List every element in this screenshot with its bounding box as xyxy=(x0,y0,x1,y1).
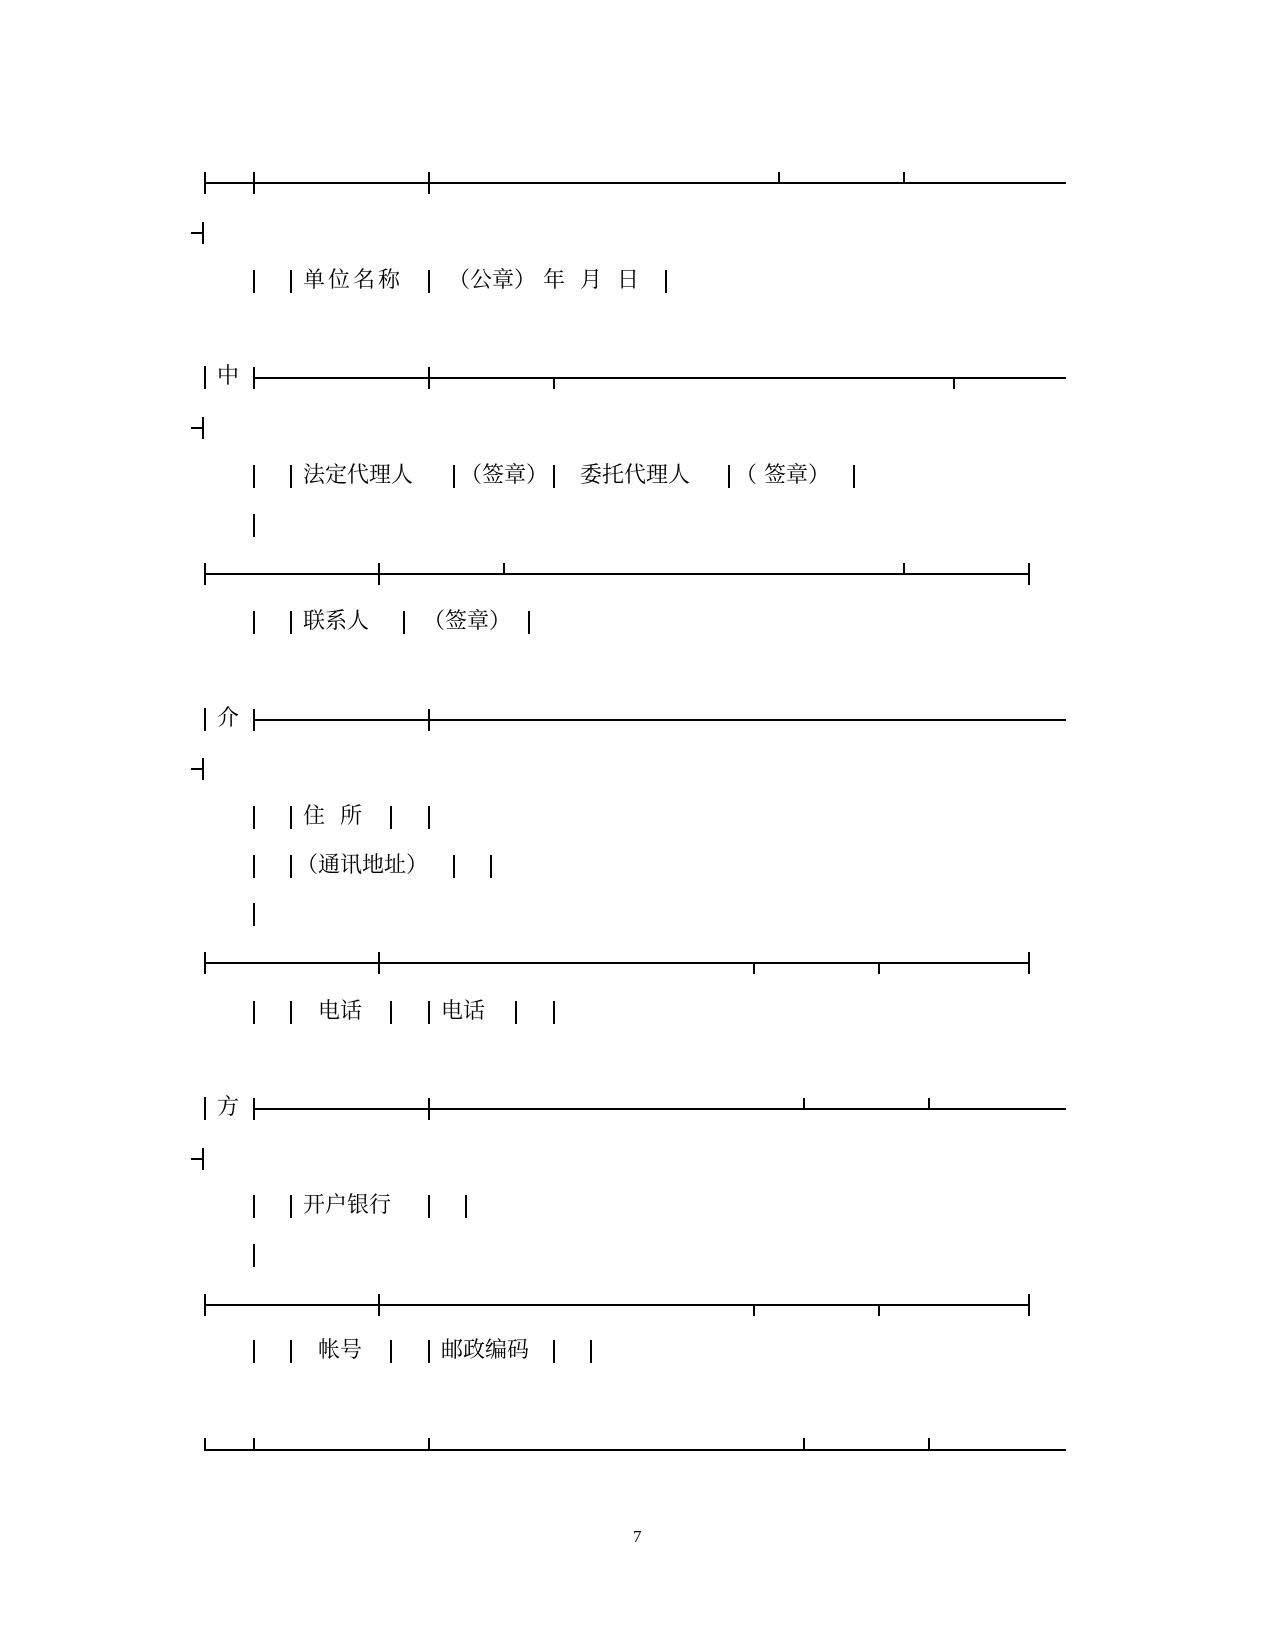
tick xyxy=(928,1438,930,1450)
column-bar xyxy=(553,1001,555,1024)
tick xyxy=(428,1438,430,1450)
column-bar xyxy=(253,270,255,293)
tick xyxy=(378,1294,380,1316)
column-bar xyxy=(490,855,492,878)
edge-stub xyxy=(202,1148,204,1170)
column-bar xyxy=(665,270,667,293)
authorized-agent-label: 委托代理人 xyxy=(580,463,691,488)
column-bar xyxy=(453,465,455,488)
column-bar xyxy=(204,708,206,731)
tick xyxy=(903,563,905,574)
column-bar xyxy=(204,366,206,389)
tick xyxy=(253,172,255,194)
column-bar xyxy=(253,1001,255,1024)
tick xyxy=(1028,1294,1030,1316)
column-bar xyxy=(528,611,530,634)
tick xyxy=(503,563,505,574)
mailing-address-label: （通讯地址） xyxy=(296,853,429,878)
column-bar xyxy=(590,1340,592,1363)
tick xyxy=(253,1098,255,1120)
column-bar xyxy=(553,465,555,488)
tick xyxy=(204,952,206,974)
column-bar xyxy=(390,1001,392,1024)
legal-rep-signature-label: （签章） xyxy=(460,463,549,488)
legal-representative-label: 法定代理人 xyxy=(303,463,414,488)
tick xyxy=(878,963,880,974)
tick xyxy=(953,378,955,389)
column-bar xyxy=(453,855,455,878)
tick xyxy=(428,1098,430,1120)
column-bar xyxy=(728,465,730,488)
table-rule-7 xyxy=(204,1304,1029,1306)
contact-person-label: 联系人 xyxy=(303,609,370,634)
official-seal-label: （公章） xyxy=(448,268,537,293)
edge-stub xyxy=(202,222,204,244)
column-bar xyxy=(290,1340,292,1363)
column-bar xyxy=(253,903,255,926)
column-bar xyxy=(290,465,292,488)
column-bar xyxy=(290,1001,292,1024)
column-bar xyxy=(853,465,855,488)
postal-code-label: 邮政编码 xyxy=(441,1338,530,1363)
side-label-fang: 方 xyxy=(217,1095,240,1120)
tick xyxy=(803,1098,805,1109)
tick xyxy=(428,172,430,194)
table-rule-2 xyxy=(253,377,1066,379)
agent-signature-label: （ 签章） xyxy=(735,463,830,488)
side-label-zhong: 中 xyxy=(217,364,240,389)
column-bar xyxy=(253,1244,255,1267)
tick xyxy=(253,1438,255,1450)
column-bar xyxy=(290,1195,292,1218)
column-bar xyxy=(253,514,255,537)
table-rule-5 xyxy=(204,962,1029,964)
tick xyxy=(928,1098,930,1109)
tick xyxy=(253,709,255,731)
tick xyxy=(1028,563,1030,585)
column-bar xyxy=(204,1097,206,1120)
tick xyxy=(878,1305,880,1316)
column-bar xyxy=(428,270,430,293)
column-bar xyxy=(253,465,255,488)
page-number: 7 xyxy=(633,1527,642,1546)
column-bar xyxy=(428,1340,430,1363)
column-bar xyxy=(390,1340,392,1363)
table-rule-4 xyxy=(253,719,1066,721)
column-bar xyxy=(290,806,292,829)
tick xyxy=(753,1305,755,1316)
tick xyxy=(428,709,430,731)
unit-name-label: 单位名称 xyxy=(303,268,404,293)
tick xyxy=(1028,952,1030,974)
column-bar xyxy=(390,806,392,829)
domicile-label: 住 所 xyxy=(303,804,366,829)
tick xyxy=(204,172,206,194)
tick xyxy=(553,378,555,389)
account-number-label: 帐号 xyxy=(318,1338,363,1363)
tick xyxy=(803,1438,805,1450)
edge-stub xyxy=(202,417,204,439)
column-bar xyxy=(465,1195,467,1218)
phone-label-2: 电话 xyxy=(441,999,486,1024)
column-bar xyxy=(290,855,292,878)
column-bar xyxy=(253,855,255,878)
edge-stub xyxy=(202,758,204,780)
tick xyxy=(778,172,780,183)
table-rule-top xyxy=(204,182,1066,184)
tick xyxy=(204,1438,206,1450)
bank-label: 开户银行 xyxy=(303,1193,392,1218)
column-bar xyxy=(428,1001,430,1024)
table-rule-bottom xyxy=(204,1449,1066,1451)
column-bar xyxy=(253,611,255,634)
tick xyxy=(378,563,380,585)
tick xyxy=(253,367,255,389)
tick xyxy=(428,367,430,389)
tick xyxy=(753,963,755,974)
tick xyxy=(903,172,905,183)
table-rule-3 xyxy=(204,573,1029,575)
year-label: 年 xyxy=(543,268,566,293)
column-bar xyxy=(428,806,430,829)
contact-signature-label: （签章） xyxy=(423,609,512,634)
column-bar xyxy=(428,1195,430,1218)
column-bar xyxy=(253,1195,255,1218)
column-bar xyxy=(253,806,255,829)
tick xyxy=(204,1294,206,1316)
tick xyxy=(204,563,206,585)
side-label-jie: 介 xyxy=(217,706,240,731)
column-bar xyxy=(290,270,292,293)
tick xyxy=(378,952,380,974)
column-bar xyxy=(553,1340,555,1363)
column-bar xyxy=(403,611,405,634)
month-label: 月 xyxy=(580,268,603,293)
day-label: 日 xyxy=(617,268,640,293)
phone-label-1: 电话 xyxy=(318,999,363,1024)
column-bar xyxy=(515,1001,517,1024)
column-bar xyxy=(290,611,292,634)
column-bar xyxy=(253,1340,255,1363)
table-rule-6 xyxy=(253,1108,1066,1110)
